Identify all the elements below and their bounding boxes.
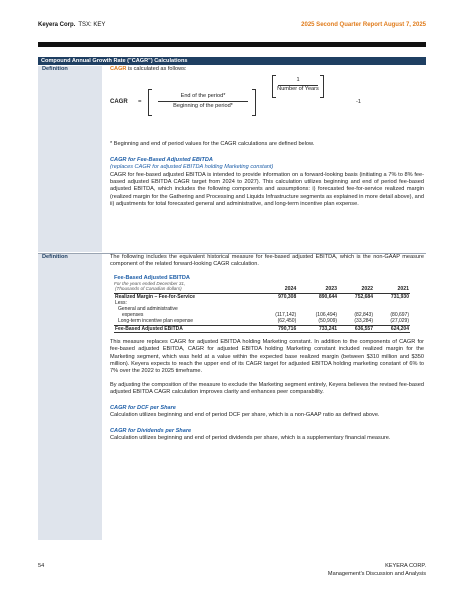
page-header bbox=[38, 22, 426, 32]
table-cell: (50,909) bbox=[318, 318, 338, 325]
footer-company: KEYERA CORP. bbox=[385, 563, 426, 569]
definition-row-cagr bbox=[38, 66, 426, 252]
row-label: Long-term incentive plan expense bbox=[118, 318, 194, 325]
section-title: Compound Annual Growth Rate ("CAGR") Calculations bbox=[38, 57, 426, 65]
definition-content bbox=[110, 66, 424, 209]
historical-intro: The following includes the equivalent historical measure for fee-based adjusted EBITDA, which is the non-GAAP measure component of the related forward-looking CAGR calculation. bbox=[110, 254, 424, 268]
formula-numerator: End of the period* bbox=[180, 93, 226, 100]
company-name: Keyera Corp. TSX: KEY bbox=[38, 22, 106, 28]
ticker-symbol: TSX: KEY bbox=[78, 22, 106, 28]
definition-label: Definition bbox=[42, 66, 68, 72]
dividends-heading: CAGR for Dividends per Share bbox=[110, 427, 192, 434]
table-total-row bbox=[114, 325, 410, 332]
formula-lhs: CAGR bbox=[110, 99, 128, 106]
footer-section: Management's Discussion and Analysis bbox=[327, 570, 426, 577]
table-cell: 636,557 bbox=[338, 325, 374, 332]
formula-denominator: Beginning of the period* bbox=[173, 103, 233, 110]
table-cell: 790,716 bbox=[257, 325, 297, 332]
table-cell: 752,684 bbox=[354, 293, 373, 300]
footnote: * Beginning and end of period values for the CAGR calculations are defined below. bbox=[110, 141, 315, 148]
fee-based-heading: CAGR for Fee-Based Adjusted EBITDA bbox=[110, 156, 213, 163]
label-column bbox=[38, 66, 102, 252]
replacement-paragraph: This measure replaces CAGR for adjusted EBITDA holding Marketing constant. In addition to the components of CAGR for fee-based adjusted EBITDA, CAGR for adjusted EBITDA holding Marketing constant included realized margin for the Marketing segment, which was held at a value within the expected base realized margin (between $310 million and $350 million). Keyera expects to reach the upper end of its CAGR target for adjusted EBITDA holding marketing constant of 6% to 7% over the 2022 to 2025 timeframe. bbox=[110, 338, 424, 375]
cagr-intro: CAGR is calculated as follows: bbox=[110, 66, 187, 72]
table-subtitle: For the years ended December 31, bbox=[114, 281, 186, 287]
table-cell: 624,204 bbox=[374, 325, 410, 332]
definition-row-historical bbox=[38, 254, 426, 540]
formula-minus-one: -1 bbox=[356, 99, 361, 106]
table-cell: (117,142) bbox=[275, 312, 297, 319]
table-header-row bbox=[114, 286, 410, 293]
report-title: 2025 Second Quarter Report August 7, 2025 bbox=[301, 22, 426, 28]
header-rule bbox=[38, 42, 426, 47]
table-cell: (33,284) bbox=[354, 318, 373, 325]
table-title: Fee-Based Adjusted EBITDA bbox=[114, 274, 190, 281]
table-row bbox=[114, 318, 410, 325]
label-column bbox=[38, 254, 102, 540]
year-header: 2023 bbox=[297, 286, 338, 293]
table-row bbox=[114, 293, 410, 300]
dividends-text: Calculation utilizes beginning and end of period dividends per share, which is a supplementary financial measure. bbox=[110, 434, 391, 441]
row-label: General and administrative bbox=[118, 306, 178, 313]
definition-content bbox=[110, 254, 424, 442]
table-cell: 733,241 bbox=[297, 325, 338, 332]
row-label: Fee-Based Adjusted EBITDA bbox=[114, 325, 257, 332]
page-number: 54 bbox=[38, 563, 45, 569]
cagr-keyword: CAGR bbox=[110, 66, 127, 72]
row-label: Realized Margin – Fee-for-Service bbox=[115, 293, 196, 300]
dcf-text: Calculation utilizes beginning and end of period DCF per share, which is a non-GAAP ratio as defined above. bbox=[110, 412, 380, 419]
definition-label: Definition bbox=[42, 254, 68, 260]
formula-equals: = bbox=[138, 99, 142, 106]
row-label: Less: bbox=[115, 299, 127, 306]
row-label: expenses bbox=[122, 312, 144, 319]
formula-fraction-line bbox=[158, 101, 248, 102]
adjustment-paragraph: By adjusting the composition of the measure to exclude the Marketing segment entirely, Keyera believes the revised fee-based adjusted EBITDA CAGR calculation improves clarity and enhances peer comparability. bbox=[110, 381, 424, 396]
footer-corp bbox=[328, 563, 426, 578]
table-cell: 970,308 bbox=[278, 293, 297, 300]
fee-based-subheading: (replaces CAGR for adjusted EBITDA holding Marketing constant) bbox=[110, 164, 274, 171]
dcf-heading: CAGR for DCF per Share bbox=[110, 404, 176, 411]
row-divider bbox=[38, 253, 426, 254]
year-header: 2021 bbox=[374, 286, 410, 293]
year-header: 2024 bbox=[257, 286, 297, 293]
table-cell: (106,494) bbox=[315, 312, 338, 319]
units-label: (Thousands of Canadian dollars) bbox=[114, 286, 257, 293]
cagr-formula bbox=[110, 75, 424, 139]
table-cell: 731,930 bbox=[390, 293, 409, 300]
table-cell: (62,450) bbox=[277, 318, 297, 325]
table-cell: (80,697) bbox=[390, 312, 409, 319]
exponent-denominator: Number of Years bbox=[277, 86, 319, 93]
year-header: 2022 bbox=[338, 286, 374, 293]
exponent-numerator: 1 bbox=[296, 77, 300, 84]
fee-based-ebitda-table bbox=[114, 275, 410, 333]
table-cell: 890,644 bbox=[318, 293, 338, 300]
table-cell: (27,029) bbox=[390, 318, 409, 325]
fee-based-text: CAGR for fee-based adjusted EBITDA is intended to provide information on a forward-looking basis (initiating a 7% to 8% fee-based adjusted EBITDA CAGR target from 2024 to 2027). This calculation utilizes beginning and end of period fee-based adjusted EBITDA, which includes the following components and assumptions: i) forecasted fee-for-service realized margin (realized margin for the Gathering and Processing and Liquids Infrastructure segments as explained in more detail above), and ii) adjustments for total forecasted general and administrative, and long-term incentive plan expense. bbox=[110, 171, 424, 208]
data-table bbox=[114, 286, 410, 332]
table-cell: (82,843) bbox=[354, 312, 373, 319]
